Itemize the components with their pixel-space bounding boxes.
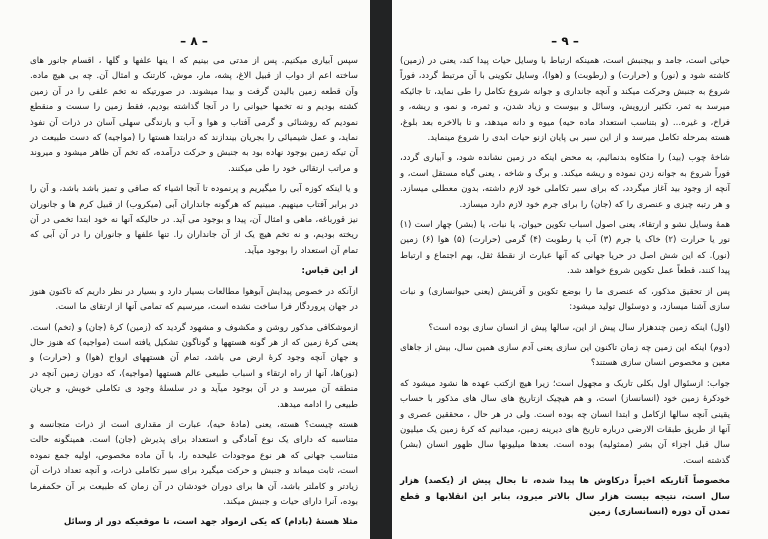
paragraph: سپس آبیاری میکنیم. پس از مدتی می بینیم که ا ینها علفها و گلها ، اقسام جانور های ساخته اعم از دواب از قبیل الاغ، پشه، مار، موش، کارتنک و امثال آن. چه بی هیچ ماده. وآن قطعه زمین بالیدن گرفت و بیدا میشوند. در صورتیکه نه تخم علفی را در آن زمین کشته بودیم و نه تخمها حیوانی را در آنجا گذاشته بودیم، فقط زمین را سست و منقطع نمودیم که روشنائی و گرمی آفتاب و هوا و آب و بارندگی سهلی آسان در ذرات آن نفوذ نماید، و عمل شیمیائی را بجریان بیندازند که درابتدا هستها را (مواجیه) که دست طبیعت در آن تیکه زمین بوجود نهاده بود به جنبش و حرکت درآمده، که تخم آن ظاهر میشود و میروند و مراتب ارتقائی خود را طی میکنند. [30,56,358,174]
paragraph: جواب: ازسئوال اول بکلی تاریک و مجهول است؛ زیرا هیچ ازکتب عهده ها نشود میشود که خودکرهٔ زمین خود (انسانساز) است، و هم هیچیک ازتاریخ های سال های مذکور با حساب یقینی آنچه سالها ازکامل و ابتدا انسان چه بوده است. ولی در هر حال ، محققین عصری و آنها از طریق طبقات الارضی درباره تاریخ های دیرینه زمین، میدانیم که کرهٔ زمین یک میلیون سال قبل اجزاء آن بشر (ممثولیه) بوده است. بعدها میلیونها سال ظهور انسان (بشر) گذشته است. [400,378,730,466]
paragraph: از این قیاس: [301,266,358,277]
paragraph: ازآنکه در خصوص پیدایش آبوهوا مطالعات بسیار دارد و بسیار در نظر داریم که تاکنون هنوز در جهان پروردگار فرا ساخت نشده است، میرسیم که تمامی آنها از ارتقای ما است. [30,286,358,313]
page-number-right: – ۹ – [551,34,579,48]
page-number-left: – ۸ – [180,34,208,48]
right-page [374,0,768,539]
paragraph: هسته چیست؟ هسته، یعنی (مادهٔ حیه)، عبارت از مقداری است از ذرات متجانسه و متناسبه که دارای یک نوع آمادگی و استعداد برای پذیرش (جان) است. همینگونه حالت متناسب جهانی که هر نوع موجودات علیحده را، با آن ماده مخصوص، اولیه جمع نموده است، ثابت میماند و جنبش و حرکت میگیرد برای سیر تکاملی ذرات، و آنچه تعداد ذرات آن زیادتر و کاملتر باشد، آن ها برای دوران خودشان در آن زمان که طبیعت بر آن حکمفرما بوده، آنرا دارای حیات و جنبش میکند. [30,419,358,507]
paragraph: مثلا هستهٔ (بادام) که یکی ازمواد جهد است، تا موقعیکه دور از وسائل [63,517,358,528]
paragraph: حیاتی است، جامد و بیجنبش است، همینکه ارتباط با وسایل حیات پیدا کند، یعنی در (زمین) کاشته شود و (نور) و (حرارت) و (رطوبت) و (هوا)، وسایل تکوینی با آن مرتبط گردد، فوراً شروع به جنبش وحرکت میکند و آنچه جانداری و جوانه شروع تکامل را طی نماید، تا جائیکه میرسد به ثمر، تکثیر ازرویش، وسائل و بیوست و زیاد شدن، و ثمره، و نمو، و ریشه، و فراخ، و غیره... (و بتناسب استعداد ماده حیه) میوه و دانه میدهد، و تا بالاخره بعد بلوغ، هسته بمرحله تکامل میرسد و از این سیر بی پایان ازنو حیات ابدی را شروع مینماید. [400,56,730,144]
paragraph: شاخهٔ چوب (بید) را متکاوه بدنمائیم، به محض اینکه در زمین نشانده شود، و آبیاری گردد، فوراً شروع به جوانه زدن نموده و ریشه میکند. و برگ و شاخه ، یعنی گیاه مستقل است، و آنچه از وجود بید آغاز میگردد، که برای سیر تکاملی خود لازم داشته، بدون معطلی میسازد. و هر رتبه چیزی و عنصری را که (جان) را برای جرم خود لازم دارد میسازد. [400,153,730,210]
paragraph: (اول) اینکه زمین چندهزار سال پیش از این، سالها پیش از انسان سازی بوده است؟ [428,322,730,333]
book-gutter [370,0,392,539]
paragraph: همهٔ وسایل نشو و ارتقاء، یعنی اصول اسباب تکوین حیوان، یا نبات، یا (بشر) چهار است (۱) نور یا حرارت (۲) خاک یا جرم (۳) آب یا رطوبت (۴) گرمی (حرارت) (۵) هوا (۶) زمین (نور). که این شش اصل در حریا جهانی که آنها عبارت از نقطهٔ ثقل، بهم اجتماع و ارتباط پیدا کنند، قطعاً عمل تکوین شروع خواهد شد. [400,220,730,277]
left-page [0,0,374,539]
paragraph: پس از تحقیق مذکور، که عنصری ما را بوضع تکوین و آفرینش (یعنی حیوانسازی) و نبات سازی آشنا میسازد، و دوسئوال تولید میشود: [400,286,730,313]
left-page-text [30,54,358,531]
paragraph: ازموشکافی مذکور روشن و مکشوف و مشهود گردید که (زمین) کرهٔ (جان) و (تخم) است. یعنی کرهٔ زمین که از هر گونه هستهها و گوناگون تشکیل یافته است (مواجیه) که هنوز حال و جهان آنچه وجود کرهٔ ارض می باشد، تمام آن هستههای ارواح (هوا) و (حرارت) و (نور)ها، آنها از راه ارتقاء و اسباب طبیعی عالم هستهها (مواجیه)، که دوران زمین آنچه در منطقه آن میرسد و در آن بوجود میآید و در سلسلهٔ وجود ی تکاملی خویش، و جریان طبیعی را ادامه میدهد. [30,322,358,410]
paragraph: مخصوصاً آثاریکه اخیراً درکاوش ها پیدا شده، تا بحال پیش از (یکصد) هزار سال است، نتیجه بیست هزار سال بالاتر میرود، بنابر این انقلابها و قطع تمدن آن دوره (انسانسازی) زمین [400,476,730,517]
paragraph: (دوم) اینکه این زمین چه زمان تاکنون این سازی یعنی آدم سازی همین سال، بیش از جاهای معین و مخصوص انسان سازی هستند؟ [400,342,730,369]
paragraph: و یا اینکه کوزه آبی را میگیریم و پرنموده تا آنجا اشیاء که صافی و تمیز باشد باشد، و آن را در برابر آفتاب مینهیم. مبینیم که هرگونه جانداران آبی (میکروب) از قبیل کرم ها و جانوران نیز قورباغه، ماهی و امثال آن، پیدا و بوجود می آید. در حالیکه آنها نه خود ابتدا تخمی در آن ریخته بودیم، و نه تخم هیچ یک از آن جانداران را. تنها علفها و جانوران را در آن آبی که تمام آن استعداد را بوجود میآید. [30,184,358,256]
right-page-text [400,54,730,520]
